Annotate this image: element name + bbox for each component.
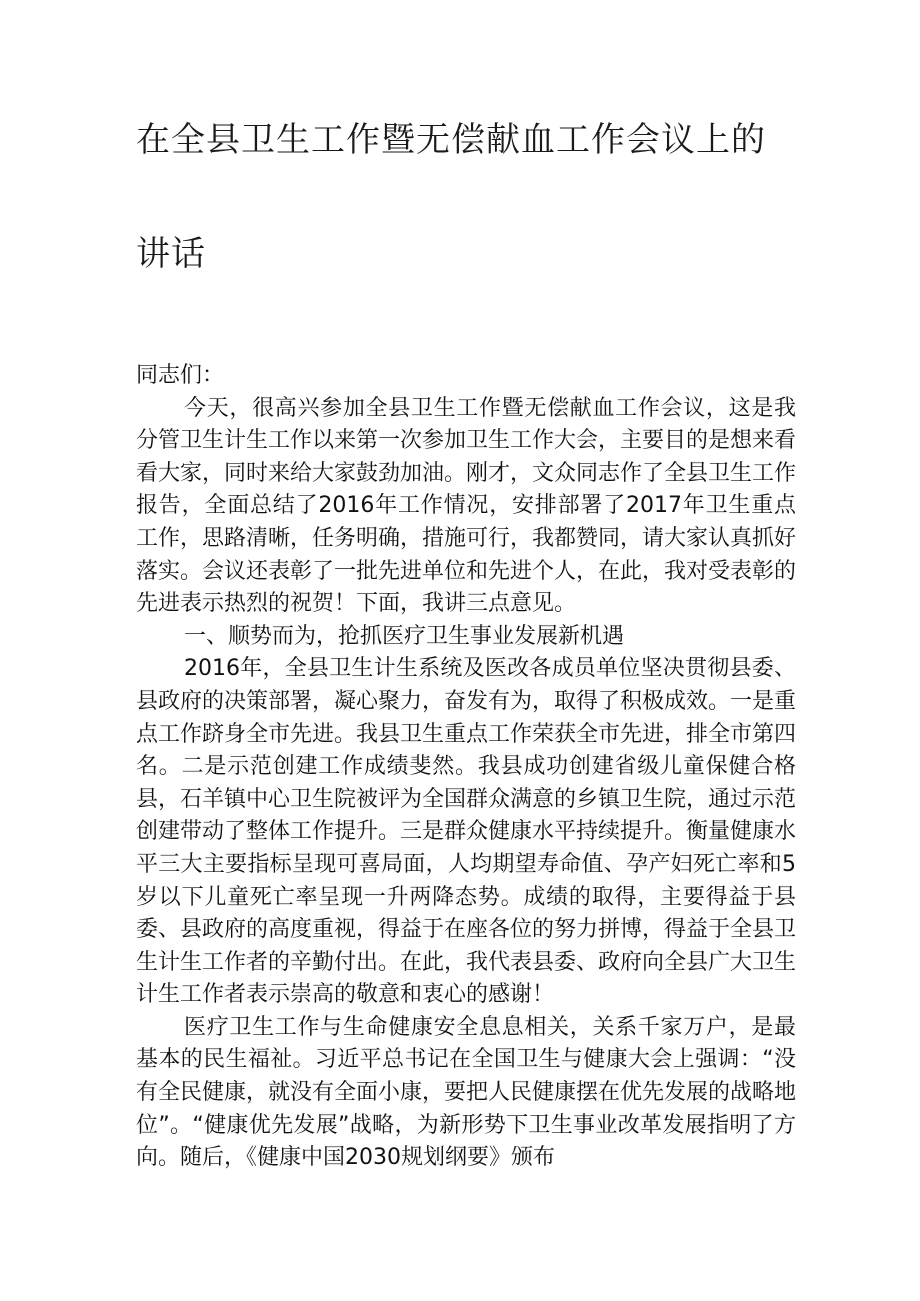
paragraph-achievements: 2016年，全县卫生计生系统及医改各成员单位坚决贯彻县委、县政府的决策部署，凝心聚力，奋发有为，取得了积极成效。一是重点工作跻身全市先进。我县卫生重点工作荣获全市先进，排全市第四名。二是示范创建工作成绩斐然。我县成功创建省级儿童保健合格县，石羊镇中心卫生院被评为全国群众满意的乡镇卫生院，通过示范创建带动了整体工作提升。三是群众健康水平持续提升。衡量健康水平三大主要指标呈现可喜局面，人均期望寿命值、孕产妇死亡率和5岁以下儿童死亡率呈现一升两降态势。成绩的取得，主要得益于县委、县政府的高度重视，得益于在座各位的努力拼博，得益于全县卫生计生工作者的辛勤付出。在此，我代表县委、政府向全县广大卫生计生工作者表示崇高的敬意和衷心的感谢！ (136, 656, 797, 1008)
document-body (136, 360, 796, 1175)
document-title-line-1: 在全县卫生工作暨无偿献血工作会议上的 (136, 120, 766, 160)
salutation: 同志们： (136, 363, 225, 388)
paragraph-health-priority: 医疗卫生工作与生命健康安全息息相关，关系千家万户，是最基本的民生福祉。习近平总书记在全国卫生与健康大会上强调：“没有全民健康，就没有全面小康，要把人民健康摆在优先发展的战略地位”。“健康优先发展”战略，为新形势下卫生事业改革发展指明了方向。随后，《健康中国2030规划纲要》颁布 (136, 1014, 797, 1171)
section-heading-1: 一、顺势而为，抢抓医疗卫生事业发展新机遇 (184, 623, 625, 649)
paragraph-opening: 今天，很高兴参加全县卫生工作暨无偿献血工作会议，这是我分管卫生计生工作以来第一次参加卫生工作大会，主要目的是想来看看大家，同时来给大家鼓劲加油。刚才，文众同志作了全县卫生工作报告，全面总结了2016年工作情况，安排部署了2017年卫生重点工作，思路清晰，任务明确，措施可行，我都赞同，请大家认真抓好落实。会议还表彰了一批先进单位和先进个人，在此，我对受表彰的先进表示热烈的祝贺！下面，我讲三点意见。 (136, 395, 797, 617)
document-title-line-2: 讲话 (136, 234, 206, 274)
